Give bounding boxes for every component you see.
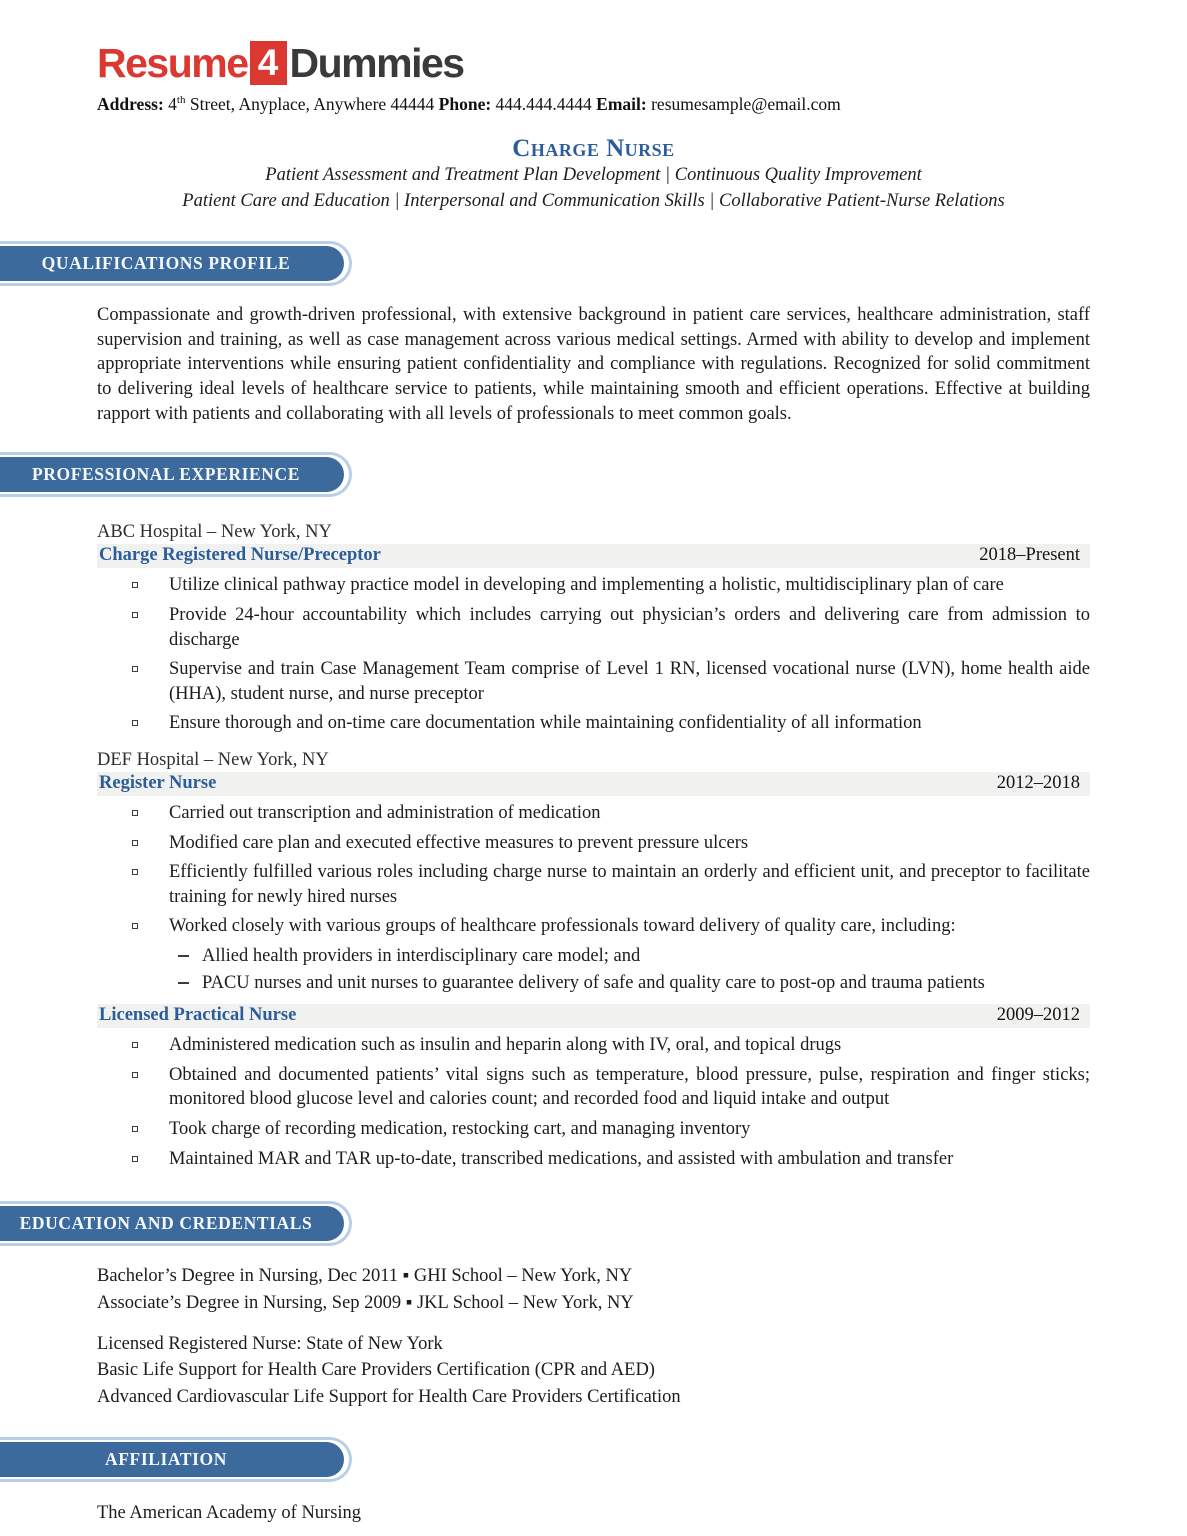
- title-block: [97, 135, 1090, 214]
- role-dates: 2018–Present: [979, 545, 1080, 566]
- bullet-list: [97, 573, 1090, 736]
- square-bullet-icon: [132, 923, 138, 929]
- company-name: DEF Hospital – New York, NY: [97, 750, 329, 771]
- bullet-list: [97, 1033, 1090, 1171]
- email-value: resumesample@email.com: [651, 94, 841, 114]
- affiliation-heading: AFFILIATION: [0, 1442, 344, 1477]
- list-item: Supervise and train Case Management Team comprise of Level 1 RN, licensed vocational nurse (LVN), home health aide (HHA), student nurse, and nurse preceptor: [97, 657, 1090, 706]
- square-bullet-icon: [132, 1042, 138, 1048]
- sub-list-item: PACU nurses and unit nurses to guarantee delivery of safe and quality care to post-op and trauma patients: [169, 971, 1090, 996]
- phone-value: 444.444.4444: [495, 94, 592, 114]
- list-item: Worked closely with various groups of healthcare professionals toward delivery of quality care, including:: [97, 914, 1090, 939]
- list-item: Utilize clinical pathway practice model in developing and implementing a holistic, multidisciplinary plan of care: [97, 573, 1090, 598]
- dash-icon: [178, 955, 189, 957]
- list-item: Maintained MAR and TAR up-to-date, transcribed medications, and assisted with ambulation and transfer: [97, 1147, 1090, 1172]
- role-dates: 2012–2018: [996, 773, 1080, 794]
- square-bullet-icon: [132, 869, 138, 875]
- square-bullet-icon: [132, 840, 138, 846]
- role-title: Register Nurse: [99, 773, 217, 794]
- experience-section: [97, 522, 1090, 1171]
- role-bar: [97, 1004, 1090, 1028]
- logo-text-dummies: Dummies: [289, 40, 464, 86]
- tagline-2: Patient Care and Education | Interpersonal and Communication Skills | Collaborative Patient-Nurse Relations: [182, 190, 1005, 211]
- list-item: Carried out transcription and administration of medication: [97, 801, 1090, 826]
- tagline-1: Patient Assessment and Treatment Plan Development | Continuous Quality Improvement: [265, 165, 922, 185]
- list-item: Modified care plan and executed effective measures to prevent pressure ulcers: [97, 831, 1090, 856]
- section-banner-affiliation: [0, 1437, 352, 1482]
- list-item: Efficiently fulfilled various roles including charge nurse to maintain an orderly and efficient unit, and preceptor to facilitate training for newly hired nurses: [97, 860, 1090, 909]
- degree-line: Bachelor’s Degree in Nursing, Dec 2011 ▪ GHI School – New York, NY: [97, 1266, 633, 1287]
- square-bullet-icon: [132, 810, 138, 816]
- address-value: 4th Street, Anyplace, Anywhere 44444: [168, 94, 435, 114]
- credential-line: Licensed Registered Nurse: State of New York: [97, 1334, 443, 1355]
- company-name: ABC Hospital – New York, NY: [97, 522, 332, 543]
- logo-4-icon: 4: [250, 41, 287, 85]
- square-bullet-icon: [132, 720, 138, 726]
- logo-text-resume: Resume: [97, 40, 248, 86]
- credential-list: [97, 1331, 1090, 1410]
- role-bar: [97, 772, 1090, 796]
- square-bullet-icon: [132, 1126, 138, 1132]
- affiliation-item: The American Academy of Nursing: [97, 1502, 362, 1523]
- section-banner-experience: [0, 452, 352, 497]
- education-section: [97, 1264, 1090, 1410]
- list-item: Took charge of recording medication, restocking cart, and managing inventory: [97, 1117, 1090, 1142]
- sub-list-item: Allied health providers in interdisciplinary care model; and: [169, 944, 1090, 969]
- role-dates: 2009–2012: [996, 1005, 1080, 1026]
- degree-list: [97, 1264, 1090, 1316]
- contact-line: [97, 94, 1090, 115]
- list-item: Obtained and documented patients’ vital signs such as temperature, blood pressure, pulse, respiration and finger sticks; monitored blood glucose level and calories count; and recorded food and liquid intake and output: [97, 1063, 1090, 1112]
- role-title: Charge Registered Nurse/Preceptor: [99, 545, 381, 566]
- square-bullet-icon: [132, 612, 138, 618]
- credential-line: Advanced Cardiovascular Life Support for Health Care Providers Certification: [97, 1386, 681, 1407]
- role-bar: [97, 544, 1090, 568]
- square-bullet-icon: [132, 1072, 138, 1078]
- list-item: Ensure thorough and on-time care documentation while maintaining confidentiality of all information: [97, 711, 1090, 736]
- resume-title: Charge Nurse: [512, 135, 675, 162]
- square-bullet-icon: [132, 1156, 138, 1162]
- list-item: Administered medication such as insulin and heparin along with IV, oral, and topical drugs: [97, 1033, 1090, 1058]
- qualifications-summary: Compassionate and growth-driven professional, with extensive background in patient care services, healthcare administration, staff supervision and training, as well as case management across various medical settings. Armed with ability to develop and implement appropriate interventions while ensuring patient confidentiality and compliance with regulations. Recognized for solid commitment to delivering ideal levels of healthcare service to patients, while maintaining smooth and efficient operations. Effective at building rapport with patients and collaborating with all levels of professionals to meet common goals.: [97, 305, 1090, 424]
- section-banner-qualifications: [0, 241, 352, 286]
- bullet-list: [97, 801, 1090, 995]
- credential-line: Basic Life Support for Health Care Providers Certification (CPR and AED): [97, 1360, 655, 1381]
- resume4dummies-logo: [97, 40, 1090, 87]
- list-item: Provide 24-hour accountability which includes carrying out physician’s orders and delivering care from admission to discharge: [97, 603, 1090, 652]
- qualifications-heading: QUALIFICATIONS PROFILE: [0, 246, 344, 281]
- education-heading: EDUCATION AND CREDENTIALS: [0, 1206, 344, 1241]
- affiliation-section: [97, 1503, 1090, 1524]
- role-title: Licensed Practical Nurse: [99, 1005, 297, 1026]
- degree-line: Associate’s Degree in Nursing, Sep 2009 ▪ JKL School – New York, NY: [97, 1293, 634, 1314]
- square-bullet-icon: [132, 666, 138, 672]
- email-label: Email:: [596, 94, 647, 114]
- address-label: Address:: [97, 94, 164, 114]
- section-banner-education: [0, 1201, 352, 1246]
- header: [97, 0, 1090, 115]
- square-bullet-icon: [132, 582, 138, 588]
- dash-icon: [178, 982, 189, 984]
- phone-label: Phone:: [438, 94, 492, 114]
- experience-heading: PROFESSIONAL EXPERIENCE: [0, 457, 344, 492]
